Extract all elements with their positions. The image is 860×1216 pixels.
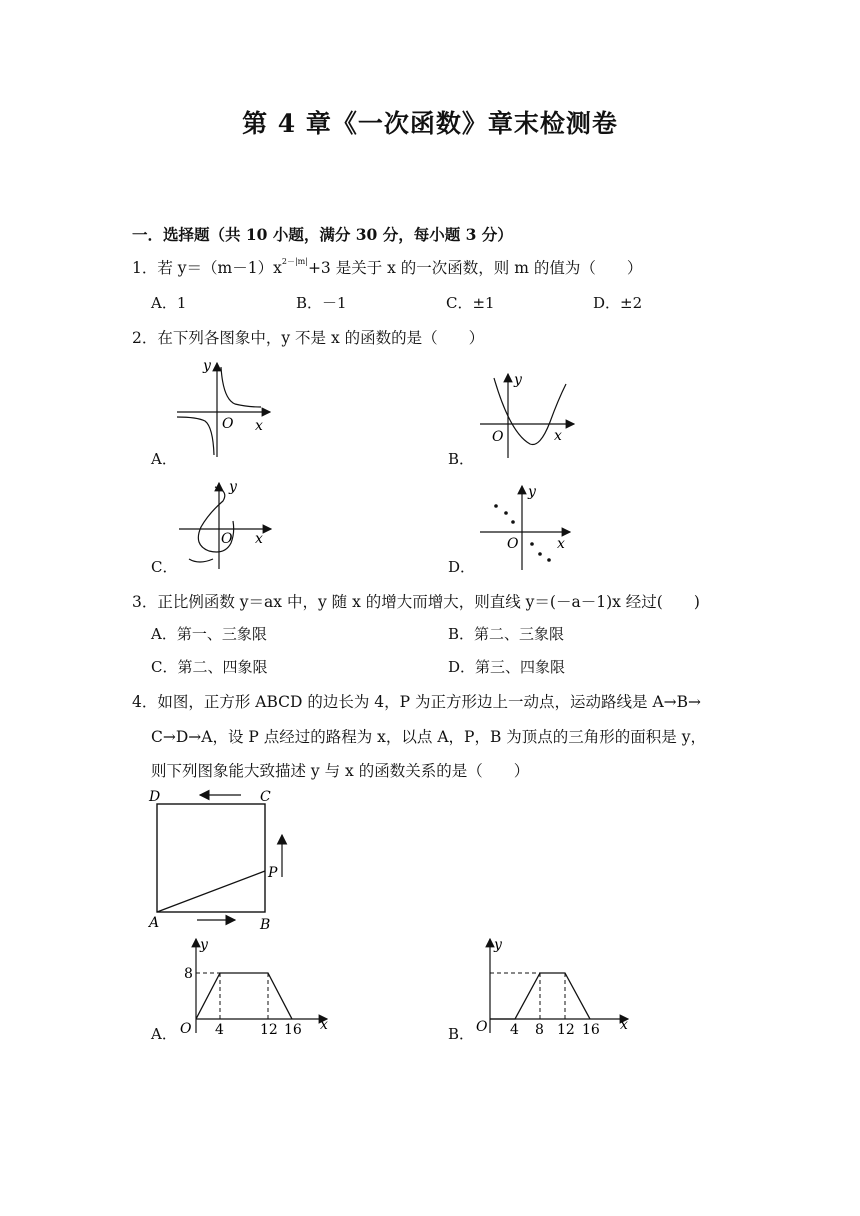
section-heading: 一．选择题（共 10 小题，满分 30 分，每小题 3 分） [132,225,513,244]
q2-graph-a [175,355,275,460]
origin-label: O [476,1019,488,1035]
point-p-label: P [268,865,278,881]
q2-option-d[interactable]: D． [448,558,476,576]
y-axis-label: y [514,372,522,388]
question-4-line-2: C→D→A，设 P 点经过的路程为 x，以点 A，P，B 为顶点的三角形的面积是 y， [151,728,706,746]
origin-label: O [180,1021,192,1035]
question-3: 3．正比例函数 y＝ax 中，y 随 x 的增大而增大，则直线 y＝(－a－1)x 经过( ) [132,593,700,611]
x-axis-label: x [320,1017,328,1033]
x-axis-label: x [554,428,562,444]
vertex-b-label: B [260,917,271,933]
vertex-d-label: D [149,789,161,805]
tick-x-12: 12 [557,1022,575,1035]
y-axis-label: y [494,937,502,953]
q3-option-a[interactable]: A．第一、三象限 [151,625,267,643]
q3-option-b[interactable]: B．第二、三象限 [448,625,565,643]
q1-option-d[interactable]: D．±2 [593,294,643,312]
origin-label: O [221,531,233,547]
q2-option-b[interactable]: B． [448,450,475,468]
q4-option-b[interactable]: B． [448,1025,475,1043]
q1-option-a[interactable]: A．1 [151,294,187,312]
square-abcd-figure [145,785,295,935]
q4-option-a[interactable]: A． [151,1025,177,1043]
q1-prefix: 1．若 y＝（m－1）x [132,259,282,277]
q4-graph-a [172,935,342,1035]
q2-graph-b [478,368,578,460]
q3-option-c[interactable]: C．第二、四象限 [151,658,268,676]
q1-option-b[interactable]: B．－1 [296,294,347,312]
tick-x-8: 8 [535,1022,544,1035]
origin-label: O [492,429,504,445]
q1-option-c[interactable]: C．±1 [446,294,495,312]
x-axis-label: x [255,418,263,434]
y-axis-label: y [203,358,211,374]
y-axis-label: y [229,479,237,495]
question-4-line-1: 4．如图，正方形 ABCD 的边长为 4，P 为正方形边上一动点，运动路线是 A→B→ [132,693,702,711]
y-axis-label: y [200,937,208,953]
question-4-line-3: 则下列图象能大致描述 y 与 x 的函数关系的是（ ） [151,762,530,780]
tick-x-16: 16 [284,1022,302,1035]
q1-suffix: +3 是关于 x 的一次函数，则 m 的值为（ ） [307,259,643,277]
vertex-c-label: C [260,789,271,805]
x-axis-label: x [255,531,263,547]
y-axis-label: y [528,484,536,500]
q2-option-c[interactable]: C． [151,558,178,576]
x-axis-label: x [557,536,565,552]
origin-label: O [507,536,519,552]
tick-x-4: 4 [215,1022,224,1035]
question-2: 2．在下列各图象中，y 不是 x 的函数的是（ ） [132,329,485,347]
x-axis-label: x [620,1017,628,1033]
page-title: 第 4 章《一次函数》章末检测卷 [242,109,618,138]
origin-label: O [222,416,234,432]
q2-graph-d [478,482,578,572]
q2-option-a[interactable]: A． [151,450,177,468]
q4-graph-b [470,935,640,1035]
q2-graph-c [175,477,275,572]
q3-option-d[interactable]: D．第三、四象限 [448,658,566,676]
tick-x-12: 12 [260,1022,278,1035]
question-1 [132,256,642,278]
tick-y-8: 8 [184,966,193,982]
tick-x-4: 4 [510,1022,519,1035]
q1-exponent: 2－|m| [281,257,308,266]
vertex-a-label: A [149,915,160,931]
tick-x-16: 16 [582,1022,600,1035]
